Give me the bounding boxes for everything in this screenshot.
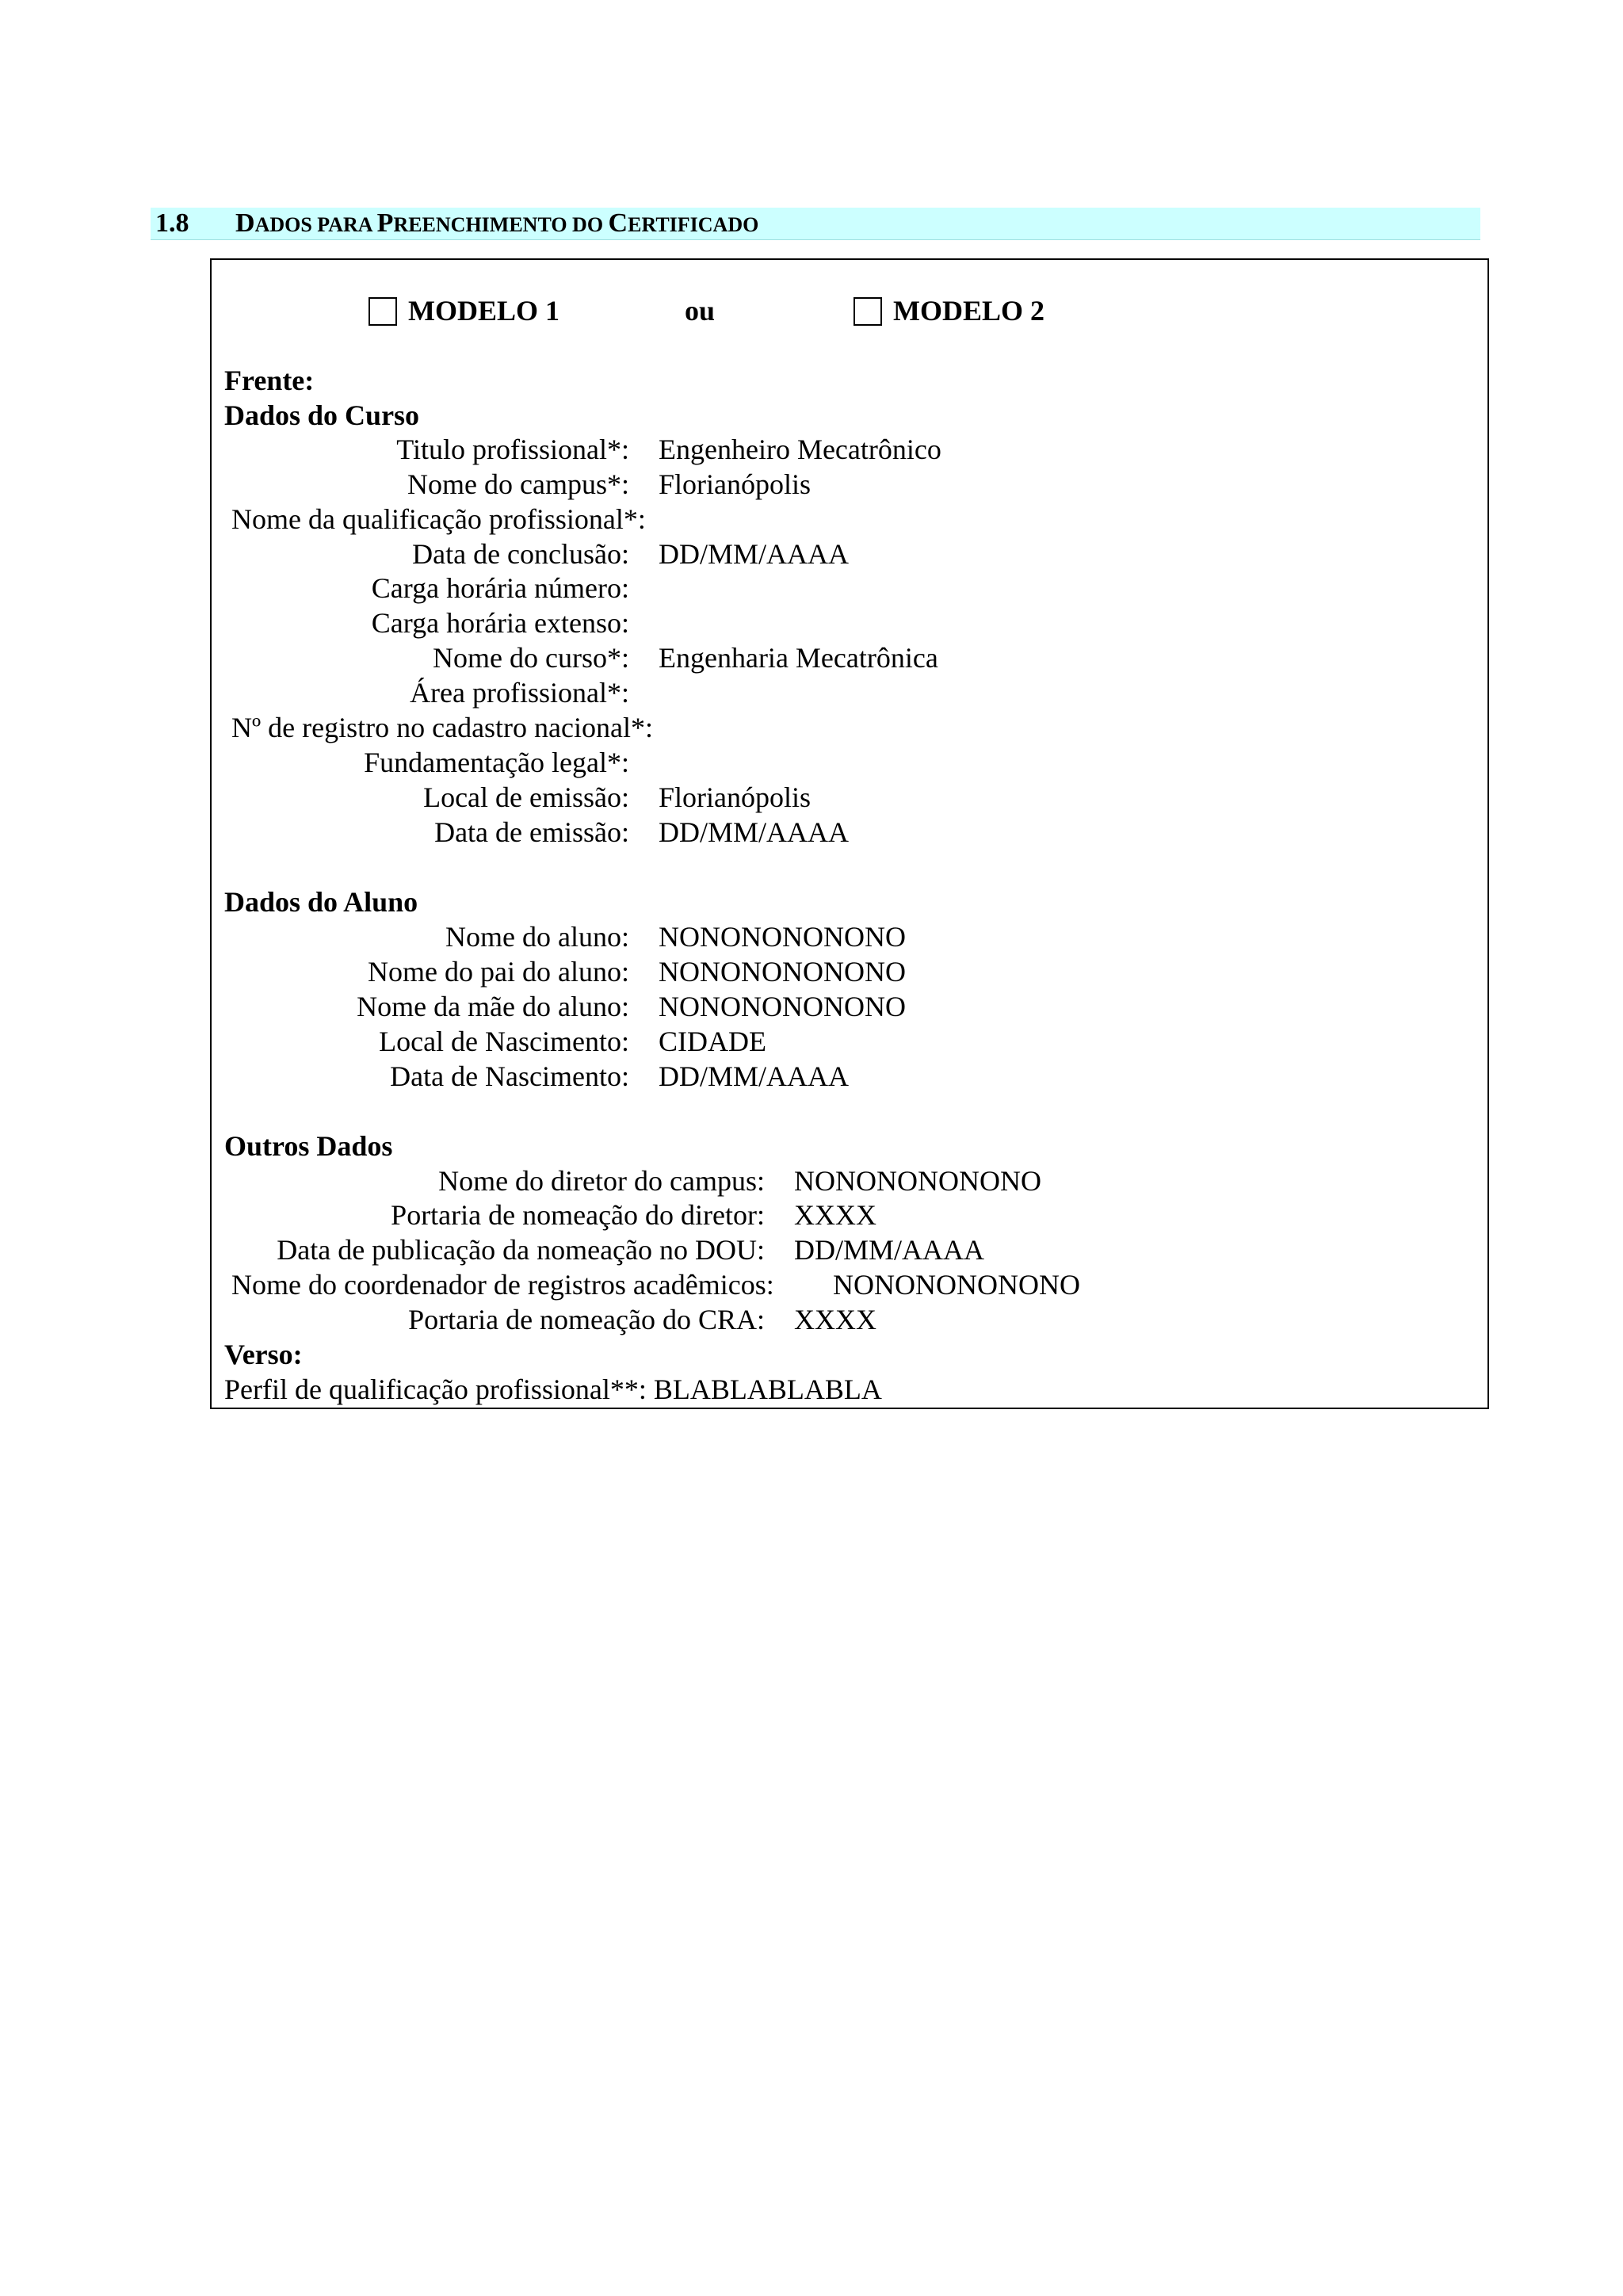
outros-label: Nome do coordenador de registros acadêmicos:: [231, 1269, 774, 1301]
curso-value: Engenharia Mecatrônica: [659, 642, 938, 674]
curso-value: Florianópolis: [659, 468, 812, 500]
outros-label: Data de publicação da nomeação no DOU:: [277, 1234, 765, 1266]
curso-value: Florianópolis: [659, 781, 812, 813]
aluno-label: Nome do pai do aluno:: [368, 956, 629, 988]
curso-label: Data de emissão:: [434, 816, 629, 848]
curso-value: DD/MM/AAAA: [659, 816, 850, 848]
section-title: DADOS PARA PREENCHIMENTO DO CERTIFICADO: [235, 208, 759, 238]
aluno-value: NONONONONONO: [659, 921, 906, 953]
aluno-label: Data de Nascimento:: [390, 1060, 629, 1092]
curso-value: DD/MM/AAAA: [659, 538, 850, 570]
curso-label: Área profissional*:: [410, 677, 629, 709]
outros-label: Portaria de nomeação do diretor:: [391, 1199, 765, 1231]
outros-value: NONONONONONO: [833, 1269, 1080, 1301]
curso-label: Carga horária extenso:: [371, 607, 629, 639]
curso-label: Nome do curso*:: [433, 642, 629, 674]
aluno-value: CIDADE: [659, 1026, 766, 1057]
outros-heading: Outros Dados: [224, 1130, 393, 1162]
aluno-label: Nome da mãe do aluno:: [357, 991, 629, 1022]
outros-label: Portaria de nomeação do CRA:: [408, 1304, 765, 1335]
aluno-value: NONONONONONO: [659, 991, 906, 1022]
front-label: Frente:: [224, 365, 315, 396]
curso-label: Data de conclusão:: [412, 538, 629, 570]
outros-label: Nome do diretor do campus:: [438, 1165, 765, 1197]
modelo-2-checkbox[interactable]: [854, 297, 882, 326]
verso-profile: [224, 1372, 882, 1407]
curso-heading: Dados do Curso: [224, 399, 420, 431]
certificate-data-box: [210, 258, 1489, 1409]
aluno-value: NONONONONONO: [659, 956, 906, 988]
curso-label: Nome da qualificação profissional*:: [231, 503, 646, 535]
verso-profile-label: Perfil de qualificação profissional**:: [224, 1373, 647, 1405]
outros-value: NONONONONONO: [794, 1165, 1041, 1197]
model-separator: ou: [685, 295, 716, 327]
section-number: 1.8: [155, 208, 189, 238]
curso-label: Titulo profissional*:: [396, 434, 629, 465]
curso-label: Local de emissão:: [423, 781, 629, 813]
modelo-2-label: MODELO 2: [893, 295, 1045, 327]
outros-value: XXXX: [794, 1304, 876, 1335]
curso-label: Nome do campus*:: [407, 468, 629, 500]
curso-label: Carga horária número:: [371, 572, 629, 604]
aluno-label: Local de Nascimento:: [379, 1026, 629, 1057]
modelo-1-label: MODELO 1: [408, 295, 560, 327]
verso-label: Verso:: [224, 1339, 303, 1370]
outros-value: DD/MM/AAAA: [794, 1234, 985, 1266]
curso-label: Fundamentação legal*:: [364, 747, 629, 778]
modelo-1-checkbox[interactable]: [369, 297, 397, 326]
curso-label: Nº de registro no cadastro nacional*:: [231, 712, 653, 743]
aluno-value: DD/MM/AAAA: [659, 1060, 850, 1092]
section-heading: [151, 208, 1480, 240]
aluno-label: Nome do aluno:: [445, 921, 629, 953]
outros-value: XXXX: [794, 1199, 876, 1231]
curso-value: Engenheiro Mecatrônico: [659, 434, 941, 465]
aluno-heading: Dados do Aluno: [224, 886, 418, 918]
verso-profile-value: BLABLABLABLA: [653, 1373, 882, 1405]
